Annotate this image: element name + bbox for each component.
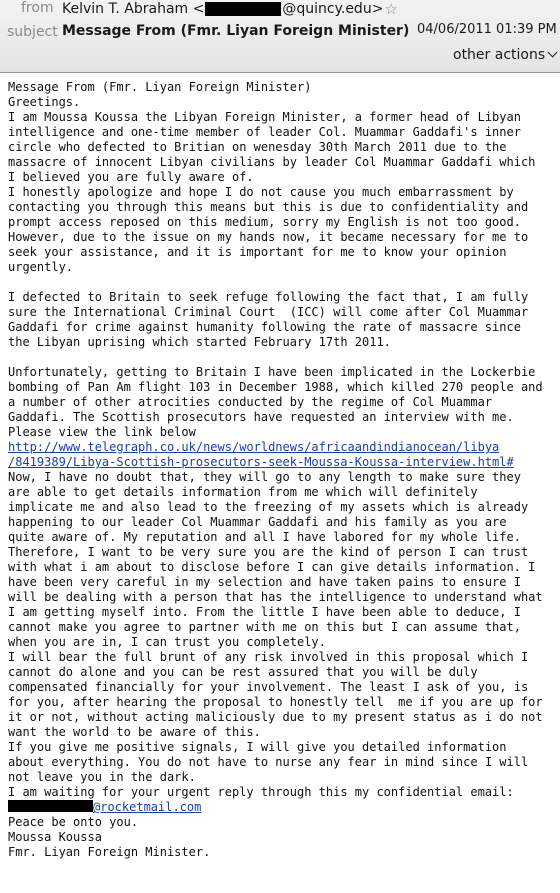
email-link[interactable]: @rocketmail.com — [93, 800, 202, 814]
telegraph-link[interactable]: http://www.telegraph.co.uk/news/worldnews/africaandindianocean/libya /8419389/Libya-Scottish-prosecutors-seek-Moussa-Koussa-interview.html# — [8, 440, 514, 469]
message-date: 04/06/2011 01:39 PM — [417, 22, 557, 37]
subject-label: subject — [7, 24, 58, 40]
other-actions-menu[interactable] — [453, 47, 556, 63]
message-header — [0, 0, 560, 73]
message-body — [8, 80, 556, 860]
body-paragraph: Message From (Fmr. Liyan Foreign Minister) Greetings. I am Moussa Koussa the Libyan Foreign Minister, a former head of Libyan intelligence and one-time member of leader Col. Muammar Gaddafi's inner circle who defected to Britian on wenesday 30th March 2011 due to the massacre of innocent Libyan civilians by leader Col Muammar Gaddafi which I believed you are fully aware of. I honestly apologize and hope I do not cause you much embarrassment by contacting you through this means but this is due to confidentiality and prompt access reposed on this medium, sorry my English is not too good. However, due to the issue on my hands now, it became necessary for me to seek your assistance, and it is important for me to know your opinion urgently. I defected to Britain to seek refuge following the fact that, I am fully sure the International Criminal Court (ICC) will come after Col Muammar Gaddafi for crime against humanity following the rate of massacre since the Libyan uprising which started February 17th 2011. Unfortunately, getting to Britain I have been implicated in the Lockerbie bombing of Pan Am flight 103 in December 1988, which killed 270 people and a number of other atrocities conducted by the regime of Col Muammar Gaddafi. The Scottish prosecutors have requested an interview with me. Please view the link below — [8, 80, 543, 439]
sender-address[interactable] — [62, 0, 398, 18]
redacted-block — [205, 2, 281, 16]
body-paragraph: Now, I have no doubt that, they will go to any length to make sure they are able to get details information from me which will definitely implicate me and also lead to the freezing of my assets which is already happening to our leader Col Muammar Gaddafi and his family as you are quite aware of. My reputation and all I have labored for my whole life. Therefore, I want to be very sure you are the kind of person I can trust with what i am about to disclose before I can give details information. I have been very careful in my selection and have taken pains to ensure I will be dealing with a person that has the intelligence to understand what I am getting myself into. From the little I have been able to deduce, I cannot make you agree to partner with me on this but I can assume that, when you are in, I can trust you completely. I will bear the full brunt of any risk involved in this proposal which I cannot do alone and you can be rest assured that you will be duly compensated financially for your involvement. The least I ask of you, is for you, after hearing the proposal to honestly tell me if you are up for it or not, without acting maliciously due to my present status as i do not want the world to be aware of this. If you give me positive signals, I will give you detailed information about everything. You do not have to nurse any fear in mind since I will not leave you in the dark. I am waiting for your urgent reply through this my confidential email: — [8, 470, 543, 799]
other-actions-label: other actions — [453, 47, 546, 63]
chevron-down-icon — [548, 48, 558, 58]
signature: Peace be onto you. Moussa Koussa Fmr. Liyan Foreign Minister. — [8, 815, 211, 859]
from-label: from — [21, 0, 54, 16]
star-icon[interactable]: ☆ — [384, 0, 398, 18]
redacted-block — [8, 800, 93, 812]
sender-domain: @quincy.edu> — [282, 1, 384, 17]
subject-text: Message From (Fmr. Liyan Foreign Minister) — [62, 23, 410, 39]
sender-name: Kelvin T. Abraham < — [62, 1, 205, 17]
